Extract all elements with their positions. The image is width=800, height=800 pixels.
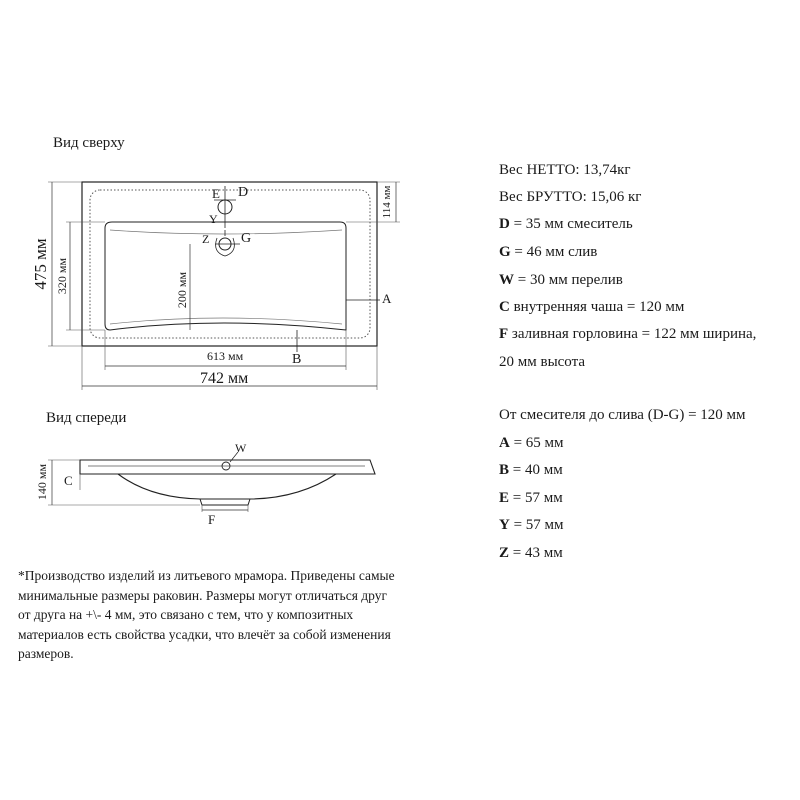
label-A: A bbox=[382, 291, 392, 306]
sink-outer-outline bbox=[82, 182, 377, 346]
top-view-title: Вид сверху bbox=[53, 135, 125, 151]
spec-line-5: C внутренняя чаша = 120 мм bbox=[499, 299, 685, 315]
spec-line-7: 20 мм высота bbox=[499, 354, 586, 370]
front-view-title: Вид спереди bbox=[46, 410, 127, 426]
label-Z: Z bbox=[202, 232, 210, 246]
spec-line-13: Z = 43 мм bbox=[499, 545, 563, 561]
spec-line-4: W = 30 мм перелив bbox=[499, 272, 623, 288]
dim-depth-bowl: 200 мм bbox=[175, 271, 189, 309]
footnote-line: минимальные размеры раковин. Размеры могут отличаться друг bbox=[18, 587, 388, 603]
footnote-line: от друга на +\- 4 мм, это связано с тем, что у композитных bbox=[18, 607, 354, 622]
spec-line-11: E = 57 мм bbox=[499, 490, 563, 506]
spec-line-2: D = 35 мм смеситель bbox=[499, 216, 633, 232]
footnote bbox=[18, 566, 463, 664]
label-F: F bbox=[208, 512, 216, 527]
spec-line-12: Y = 57 мм bbox=[499, 517, 564, 533]
dim-width-overall: 742 мм bbox=[200, 370, 249, 387]
label-Y: Y bbox=[209, 212, 218, 226]
spec-line-9: A = 65 мм bbox=[499, 435, 564, 451]
footnote-line: материалов есть свойства усадки, что влечёт за собой изменения bbox=[18, 626, 391, 642]
footnote-line: *Производство изделий из литьевого мрамора. Приведены самые bbox=[18, 568, 395, 583]
label-D: D bbox=[238, 185, 249, 200]
label-W: W bbox=[235, 441, 247, 455]
footnote-line: размеров. bbox=[18, 646, 74, 661]
front-view-drawing bbox=[48, 452, 375, 512]
dim-height-overall: 475 мм bbox=[31, 238, 50, 290]
spec-line-0: Вес НЕТТО: 13,74кг bbox=[499, 162, 631, 178]
spec-line-8: От смесителя до слива (D-G) = 120 мм bbox=[499, 407, 746, 423]
spec-line-1: Вес БРУТТО: 15,06 кг bbox=[499, 189, 642, 205]
sink-front-bowl bbox=[118, 474, 336, 499]
spec-line-6: F заливная горловина = 122 мм ширина, bbox=[499, 326, 757, 342]
dim-width-bowl: 613 мм bbox=[207, 349, 244, 363]
spec-line-10: B = 40 мм bbox=[499, 462, 563, 478]
dim-offset-top: 114 мм bbox=[381, 185, 393, 219]
sink-front-drain-neck bbox=[200, 499, 250, 505]
dim-height-bowl: 320 мм bbox=[55, 257, 69, 295]
label-C: C bbox=[64, 473, 73, 488]
dim-front-height: 140 мм bbox=[35, 463, 49, 501]
label-E: E bbox=[212, 186, 220, 201]
spec-line-3: G = 46 мм слив bbox=[499, 244, 598, 260]
label-G: G bbox=[241, 231, 252, 246]
label-B: B bbox=[292, 352, 302, 367]
